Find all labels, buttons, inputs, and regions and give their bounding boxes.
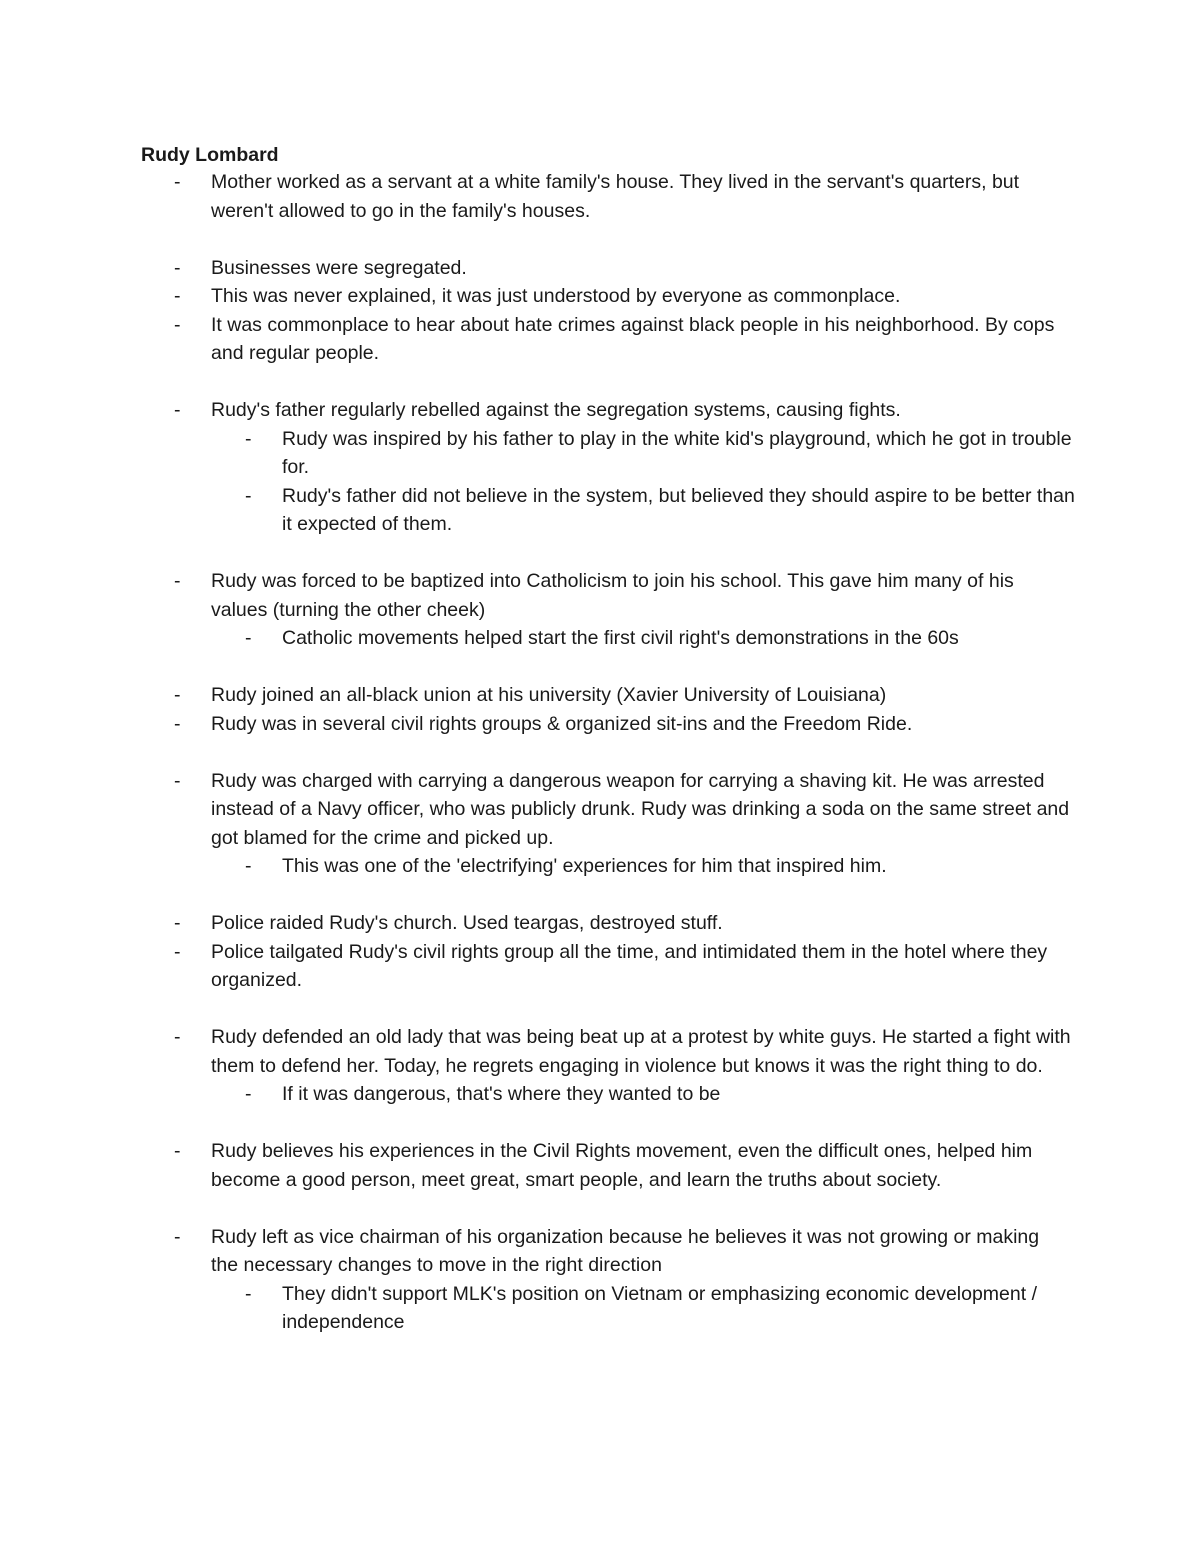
sub-bullet-item — [0, 624, 1200, 653]
bullet-dash: - — [174, 1225, 181, 1248]
bullet-dash: - — [174, 399, 181, 421]
bullet-text: It was commonplace to hear about hate crimes against black people in his neighborhood. By cops and regular people. — [211, 313, 1055, 364]
bullet-dash: - — [174, 912, 181, 934]
bullet-text: This was never explained, it was just understood by everyone as commonplace. — [211, 285, 901, 307]
bullet-dash: - — [245, 855, 252, 877]
bullet-dash: - — [174, 1026, 181, 1048]
sub-bullet-item — [0, 1280, 1200, 1337]
bullet-dash: - — [174, 769, 181, 792]
bullet-text: Rudy was in several civil rights groups & organized sit-ins and the Freedom Ride. — [211, 712, 913, 735]
bullet-item — [0, 1023, 1200, 1080]
bullet-text: Rudy joined an all-black union at his university (Xavier University of Louisiana) — [211, 684, 887, 706]
paragraph-gap — [0, 539, 1200, 568]
bullet-text: Businesses were segregated. — [211, 256, 467, 279]
bullet-dash: - — [245, 627, 252, 649]
bullet-text: Rudy was inspired by his father to play in the white kid's playground, which he got in trouble for. — [282, 427, 1072, 478]
bullet-text: Catholic movements helped start the first civil right's demonstrations in the 60s — [282, 627, 959, 649]
bullet-dash: - — [174, 285, 181, 307]
bullet-dash: - — [174, 570, 181, 592]
bullet-text: Rudy was charged with carrying a dangerous weapon for carrying a shaving kit. He was arrested instead of a Navy officer, who was publicly drunk. Rudy was drinking a soda on the same street and got blamed for the crime and picked up. — [211, 769, 1070, 849]
bullet-item — [0, 282, 1200, 311]
bullet-item — [0, 938, 1200, 995]
bullet-dash: - — [174, 1140, 181, 1162]
bullet-dash: - — [174, 712, 181, 735]
bullet-text: Rudy left as vice chairman of his organization because he believes it was not growing or making the necessary changes to move in the right direction — [211, 1225, 1040, 1276]
paragraph-gap — [0, 653, 1200, 682]
bullet-dash: - — [174, 940, 181, 963]
sub-bullet-item — [0, 852, 1200, 881]
bullet-item — [0, 168, 1200, 225]
sub-bullet-item — [0, 1080, 1200, 1109]
sub-bullet-item — [0, 425, 1200, 482]
bullet-dash: - — [174, 256, 181, 279]
sub-bullet-item — [0, 482, 1200, 539]
bullet-text: This was one of the 'electrifying' experiences for him that inspired him. — [282, 855, 887, 877]
bullet-text: Rudy believes his experiences in the Civil Rights movement, even the difficult ones, helped him become a good person, meet great, smart people, and learn the truths about society. — [211, 1140, 1033, 1191]
bullet-dash: - — [174, 313, 181, 336]
paragraph-gap — [0, 368, 1200, 397]
bullet-item — [0, 681, 1200, 710]
bullet-list — [0, 168, 1200, 1337]
bullet-item — [0, 909, 1200, 938]
paragraph-gap — [0, 881, 1200, 910]
bullet-text: If it was dangerous, that's where they wanted to be — [282, 1083, 721, 1105]
bullet-dash: - — [174, 171, 181, 193]
bullet-dash: - — [245, 427, 252, 450]
bullet-item — [0, 1223, 1200, 1280]
bullet-text: Mother worked as a servant at a white family's house. They lived in the servant's quarters, but weren't allowed to go in the family's houses. — [211, 171, 1020, 222]
bullet-item — [0, 311, 1200, 368]
bullet-dash: - — [245, 1282, 252, 1305]
paragraph-gap — [0, 995, 1200, 1024]
bullet-text: They didn't support MLK's position on Vietnam or emphasizing economic development / independence — [282, 1282, 1037, 1333]
bullet-text: Police raided Rudy's church. Used teargas, destroyed stuff. — [211, 912, 723, 934]
bullet-dash: - — [245, 484, 252, 507]
bullet-text: Rudy's father regularly rebelled against the segregation systems, causing fights. — [211, 399, 901, 421]
bullet-text: Rudy defended an old lady that was being beat up at a protest by white guys. He started a fight with them to defend her. Today, he regrets engaging in violence but knows it was the right thing to do. — [211, 1026, 1071, 1077]
bullet-item — [0, 767, 1200, 853]
bullet-dash: - — [245, 1083, 252, 1105]
bullet-dash: - — [174, 684, 181, 706]
bullet-text: Rudy was forced to be baptized into Catholicism to join his school. This gave him many of his values (turning the other cheek) — [211, 570, 1014, 621]
paragraph-gap — [0, 1194, 1200, 1223]
bullet-item — [0, 254, 1200, 283]
paragraph-gap — [0, 1109, 1200, 1138]
paragraph-gap — [0, 225, 1200, 254]
bullet-item — [0, 567, 1200, 624]
bullet-item — [0, 396, 1200, 425]
bullet-item — [0, 1137, 1200, 1194]
paragraph-gap — [0, 738, 1200, 767]
bullet-item — [0, 710, 1200, 739]
document-title: Rudy Lombard — [141, 144, 279, 166]
bullet-text: Rudy's father did not believe in the system, but believed they should aspire to be better than it expected of them. — [282, 484, 1075, 535]
bullet-text: Police tailgated Rudy's civil rights group all the time, and intimidated them in the hotel where they organized. — [211, 940, 1048, 991]
